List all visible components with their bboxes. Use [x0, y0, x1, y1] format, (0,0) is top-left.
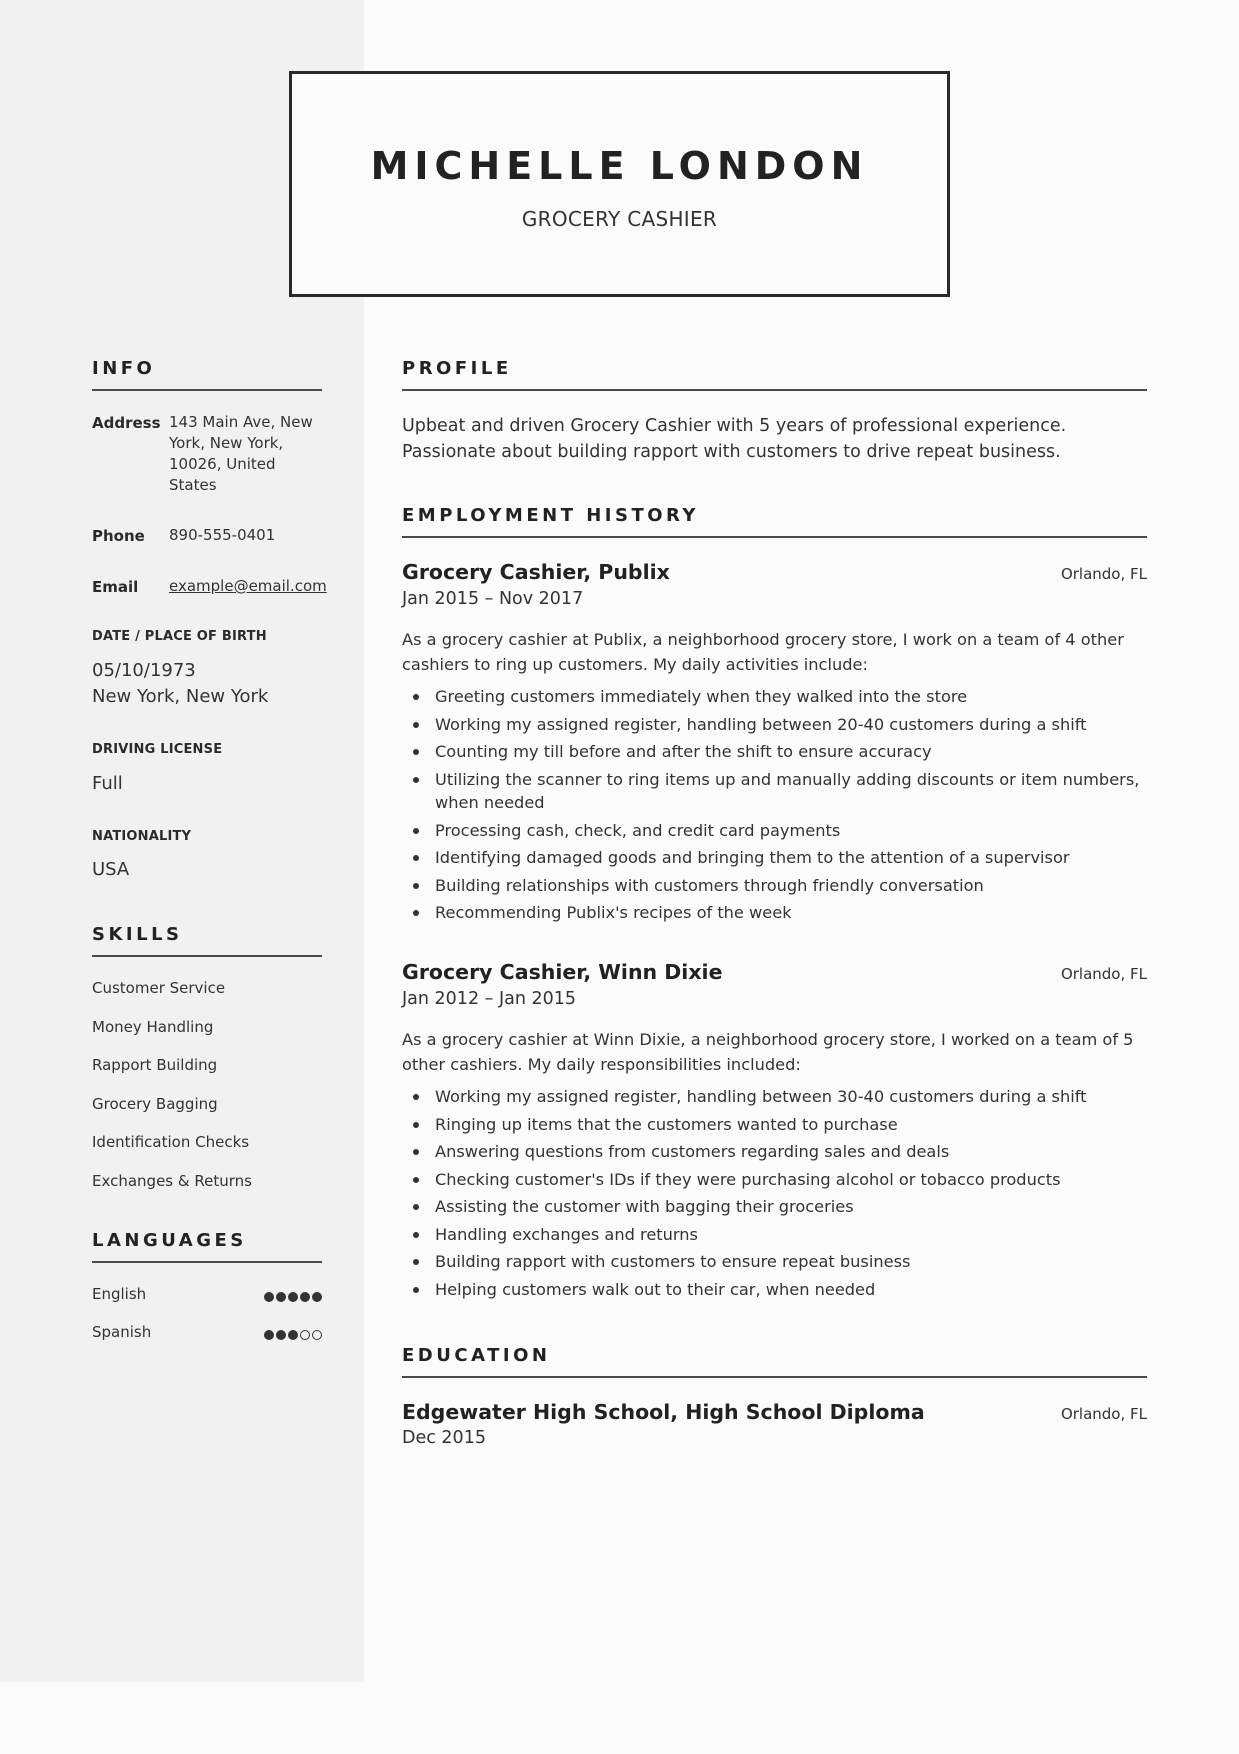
- employment-heading: EMPLOYMENT HISTORY: [402, 505, 1147, 538]
- job-dates: Jan 2015 – Nov 2017: [402, 589, 584, 609]
- job-bullet-item: Greeting customers immediately when they walked into the store: [402, 685, 1147, 709]
- job-bullets: [402, 685, 1147, 929]
- job-bullet-item: Working my assigned register, handling between 20-40 customers during a shift: [402, 713, 1147, 737]
- level-dot-empty: [312, 1330, 322, 1340]
- language-row-spanish: [92, 1323, 322, 1341]
- birth-date: 05/10/1973: [92, 660, 196, 681]
- job-location: Orlando, FL: [1060, 565, 1147, 583]
- email-link[interactable]: example@email.com: [169, 577, 327, 595]
- profile-text: Upbeat and driven Grocery Cashier with 5 years of professional experience. Passionate about building rapport with customers to drive repeat business.: [402, 416, 1067, 462]
- candidate-job-title: GROCERY CASHIER: [521, 207, 718, 231]
- language-level-dots: [262, 1288, 322, 1306]
- job-title: Grocery Cashier, Winn Dixie: [402, 960, 723, 984]
- job-bullet-item: Ringing up items that the customers wanted to purchase: [402, 1113, 1147, 1137]
- job-bullet-item: Recommending Publix's recipes of the week: [402, 901, 1147, 925]
- job-bullet-item: Building rapport with customers to ensure repeat business: [402, 1250, 1147, 1274]
- job-location: Orlando, FL: [1060, 965, 1147, 983]
- education-location: Orlando, FL: [1060, 1405, 1147, 1423]
- level-dot-filled: [288, 1292, 298, 1302]
- language-name: English: [92, 1285, 147, 1303]
- education-date: Dec 2015: [402, 1428, 486, 1448]
- level-dot-filled: [264, 1330, 274, 1340]
- skills-heading: SKILLS: [92, 924, 322, 957]
- email-label: Email: [92, 578, 139, 596]
- job-bullet-item: Identifying damaged goods and bringing them to the attention of a supervisor: [402, 846, 1147, 870]
- name-box: [289, 71, 950, 297]
- languages-heading: LANGUAGES: [92, 1230, 322, 1263]
- birth-place: New York, New York: [92, 686, 269, 707]
- level-dot-filled: [312, 1292, 322, 1302]
- nationality-value: USA: [92, 859, 130, 880]
- job-bullet-item: Checking customer's IDs if they were purchasing alcohol or tobacco products: [402, 1168, 1147, 1192]
- profile-heading: PROFILE: [402, 358, 1147, 391]
- level-dot-filled: [276, 1330, 286, 1340]
- birth-label: DATE / PLACE OF BIRTH: [92, 629, 267, 644]
- job-title: Grocery Cashier, Publix: [402, 560, 670, 584]
- language-level-dots: [262, 1326, 322, 1344]
- phone-label: Phone: [92, 527, 145, 545]
- skill-item: Rapport Building: [92, 1056, 218, 1074]
- language-row-english: [92, 1285, 322, 1303]
- info-heading: INFO: [92, 358, 322, 391]
- level-dot-filled: [288, 1330, 298, 1340]
- skill-item: Exchanges & Returns: [92, 1172, 252, 1190]
- license-value: Full: [92, 773, 123, 794]
- address-label: Address: [92, 414, 161, 432]
- language-name: Spanish: [92, 1323, 152, 1341]
- job-bullet-item: Working my assigned register, handling between 30-40 customers during a shift: [402, 1085, 1147, 1109]
- address-value: 143 Main Ave, New York, New York, 10026, United States: [169, 413, 313, 494]
- level-dot-filled: [276, 1292, 286, 1302]
- job-bullet-item: Utilizing the scanner to ring items up and manually adding discounts or item numbers, when needed: [402, 768, 1147, 815]
- job-bullet-item: Handling exchanges and returns: [402, 1223, 1147, 1247]
- skill-item: Customer Service: [92, 979, 226, 997]
- candidate-name: MICHELLE LONDON: [370, 144, 869, 188]
- email-value: [169, 576, 344, 597]
- job-bullet-item: Building relationships with customers through friendly conversation: [402, 874, 1147, 898]
- job-dates: Jan 2012 – Jan 2015: [402, 989, 577, 1009]
- job-bullet-item: Processing cash, check, and credit card payments: [402, 819, 1147, 843]
- skill-item: Grocery Bagging: [92, 1095, 218, 1113]
- education-heading: EDUCATION: [402, 1345, 1147, 1378]
- skill-item: Identification Checks: [92, 1133, 250, 1151]
- job-description: As a grocery cashier at Publix, a neighborhood grocery store, I work on a team of 4 other cashiers to ring up customers. My daily activities include:: [402, 630, 1124, 674]
- job-bullets: [402, 1085, 1147, 1305]
- phone-value: 890-555-0401: [169, 526, 276, 544]
- job-bullet-item: Assisting the customer with bagging their groceries: [402, 1195, 1147, 1219]
- education-title: Edgewater High School, High School Diploma: [402, 1400, 925, 1424]
- job-bullet-item: Helping customers walk out to their car, when needed: [402, 1278, 1147, 1302]
- license-label: DRIVING LICENSE: [92, 742, 223, 757]
- job-bullet-item: Counting my till before and after the shift to ensure accuracy: [402, 740, 1147, 764]
- job-description: As a grocery cashier at Winn Dixie, a neighborhood grocery store, I worked on a team of 5 other cashiers. My daily responsibilities included:: [402, 1030, 1134, 1074]
- level-dot-filled: [264, 1292, 274, 1302]
- job-bullet-item: Answering questions from customers regarding sales and deals: [402, 1140, 1147, 1164]
- skill-item: Money Handling: [92, 1018, 214, 1036]
- level-dot-empty: [300, 1330, 310, 1340]
- nationality-label: NATIONALITY: [92, 829, 192, 844]
- level-dot-filled: [300, 1292, 310, 1302]
